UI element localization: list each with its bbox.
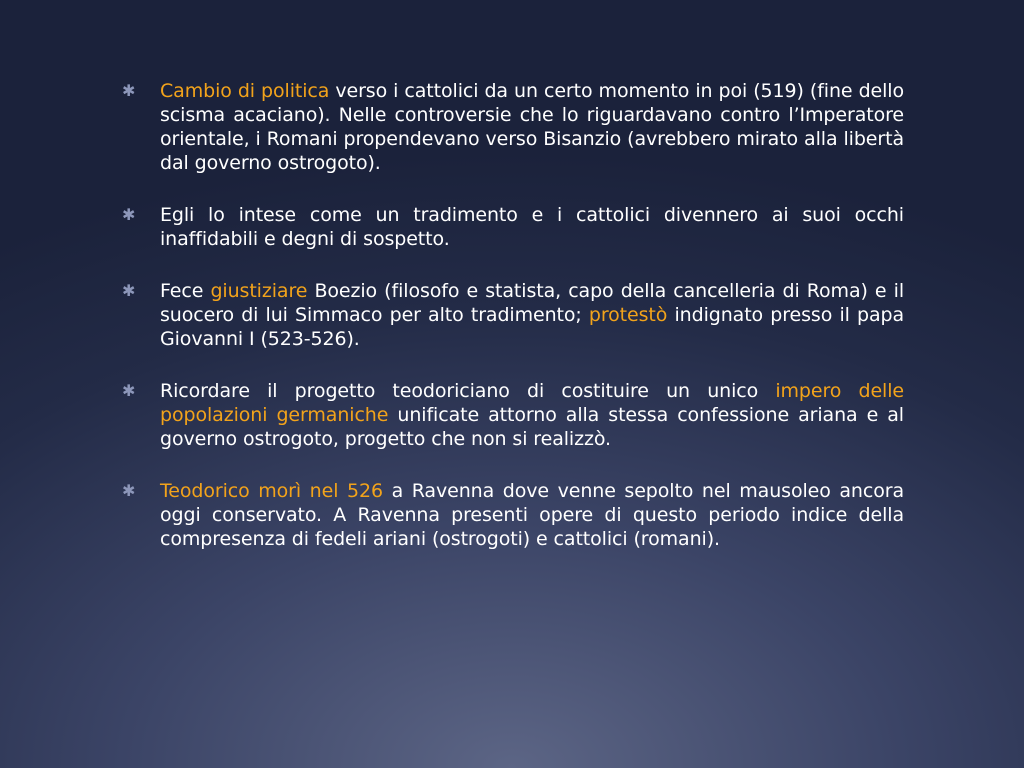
- bullet-text: Boezio (filosofo e statista, capo della cancelleria di Roma) e il suocero di lui Simmaco per alto tradimento;: [160, 280, 904, 326]
- bullet-text: indignato presso il papa Giovanni I (523-526).: [160, 304, 904, 350]
- bullet-item-death-ravenna: [122, 479, 904, 551]
- bullet-item-germanic-empire: [122, 379, 904, 451]
- highlight-text: Cambio di politica: [160, 80, 330, 102]
- bullet-text: verso i cattolici da un certo momento in poi (519) (fine dello scisma acaciano). Nelle controversie che lo riguardavano contro l’Imperatore orientale, i Romani propendevano verso Bisanzio (avrebbero mirato alla libertà dal governo ostrogoto).: [160, 80, 904, 174]
- highlight-text: Teodorico morì nel 526: [160, 480, 383, 502]
- asterisk-bullet-icon: ✱: [122, 81, 136, 100]
- bullet-list: [122, 79, 904, 551]
- highlight-text: giustiziare: [210, 280, 308, 302]
- highlight-text: protestò: [588, 304, 668, 326]
- asterisk-bullet-icon: ✱: [122, 481, 136, 500]
- asterisk-bullet-icon: ✱: [122, 381, 136, 400]
- bullet-text: Fece: [160, 280, 211, 302]
- asterisk-bullet-icon: ✱: [122, 205, 136, 224]
- bullet-text: Ricordare il progetto teodoriciano di costituire un unico: [160, 380, 776, 402]
- bullet-item-boethius: [122, 279, 904, 351]
- asterisk-bullet-icon: ✱: [122, 281, 136, 300]
- bullet-text: unificate attorno alla stessa confessione ariana e al governo ostrogoto, progetto che non si realizzò.: [160, 404, 904, 450]
- bullet-item-politics-change: [122, 79, 904, 175]
- bullet-text: a Ravenna dove venne sepolto nel mausoleo ancora oggi conservato. A Ravenna presenti opere di questo periodo indice della compresenza di fedeli ariani (ostrogoti) e cattolici (romani).: [160, 480, 904, 550]
- bullet-item-betrayal: [122, 203, 904, 251]
- highlight-text: impero delle popolazioni germaniche: [160, 380, 904, 426]
- bullet-text: Egli lo intese come un tradimento e i cattolici divennero ai suoi occhi inaffidabili e degni di sospetto.: [160, 204, 904, 250]
